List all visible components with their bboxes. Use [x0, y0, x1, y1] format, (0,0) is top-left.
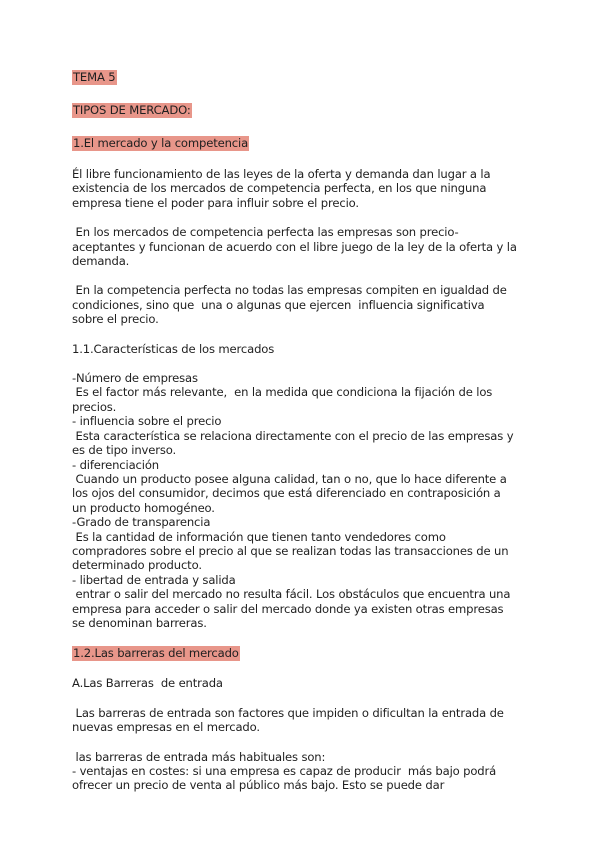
subsection-a-heading: A.Las Barreras de entrada — [72, 676, 223, 691]
paragraph-4: Las barreras de entrada son factores que impiden o dificultan la entrada de nuevas empresas en el mercado. — [72, 705, 504, 735]
section-1-2-heading: 1.2.Las barreras del mercado — [73, 646, 239, 661]
characteristics-list: -Número de empresas Es el factor más relevante, en la medida que condiciona la fijación de los precios. - influencia sobre el precio Esta característica se relaciona directamente con el precio de las empresas y es de tipo inverso. - diferenciación Cuando un producto posee alguna calidad, tan o no, que lo hace diferente a los ojos del consumidor, decimos que está diferenciado en contraposición a un producto homogéneo. -Grado de transparencia Es la cantidad de información que tienen tanto vendedores como compradores sobre el precio al que se realizan todas las transacciones de un determinado producto. - libertad de entrada y salida entrar o salir del mercado no resulta fácil. Los obstáculos que encuentra una empresa para acceder o salir del mercado donde ya existen otras empresas se denominan barreras. — [72, 371, 514, 630]
paragraph-1: Él libre funcionamiento de las leyes de la oferta y demanda dan lugar a la existencia de los mercados de competencia perfecta, en los que ninguna empresa tiene el poder para influir sobre el precio. — [72, 167, 491, 210]
paragraph-2: En los mercados de competencia perfecta las empresas son precio- aceptantes y funcionan de acuerdo con el libre juego de la ley de la oferta y la demanda. — [72, 225, 517, 269]
paragraph-5: las barreras de entrada más habituales son: - ventajas en costes: si una empresa es capaz de producir más bajo podrá ofrecer un precio de venta al público más bajo. Esto se puede dar — [72, 749, 497, 793]
paragraph-3: En la competencia perfecta no todas las empresas compiten en igualdad de condiciones, sino que una o algunas que ejercen influencia significativa sobre el precio. — [72, 283, 507, 327]
tema-label: TEMA 5 — [73, 70, 116, 84]
section-1-heading: 1.El mercado y la competencia — [73, 136, 249, 150]
section-1-1-heading: 1.1.Características de los mercados — [72, 341, 275, 356]
subtitle: TIPOS DE MERCADO: — [73, 103, 191, 117]
